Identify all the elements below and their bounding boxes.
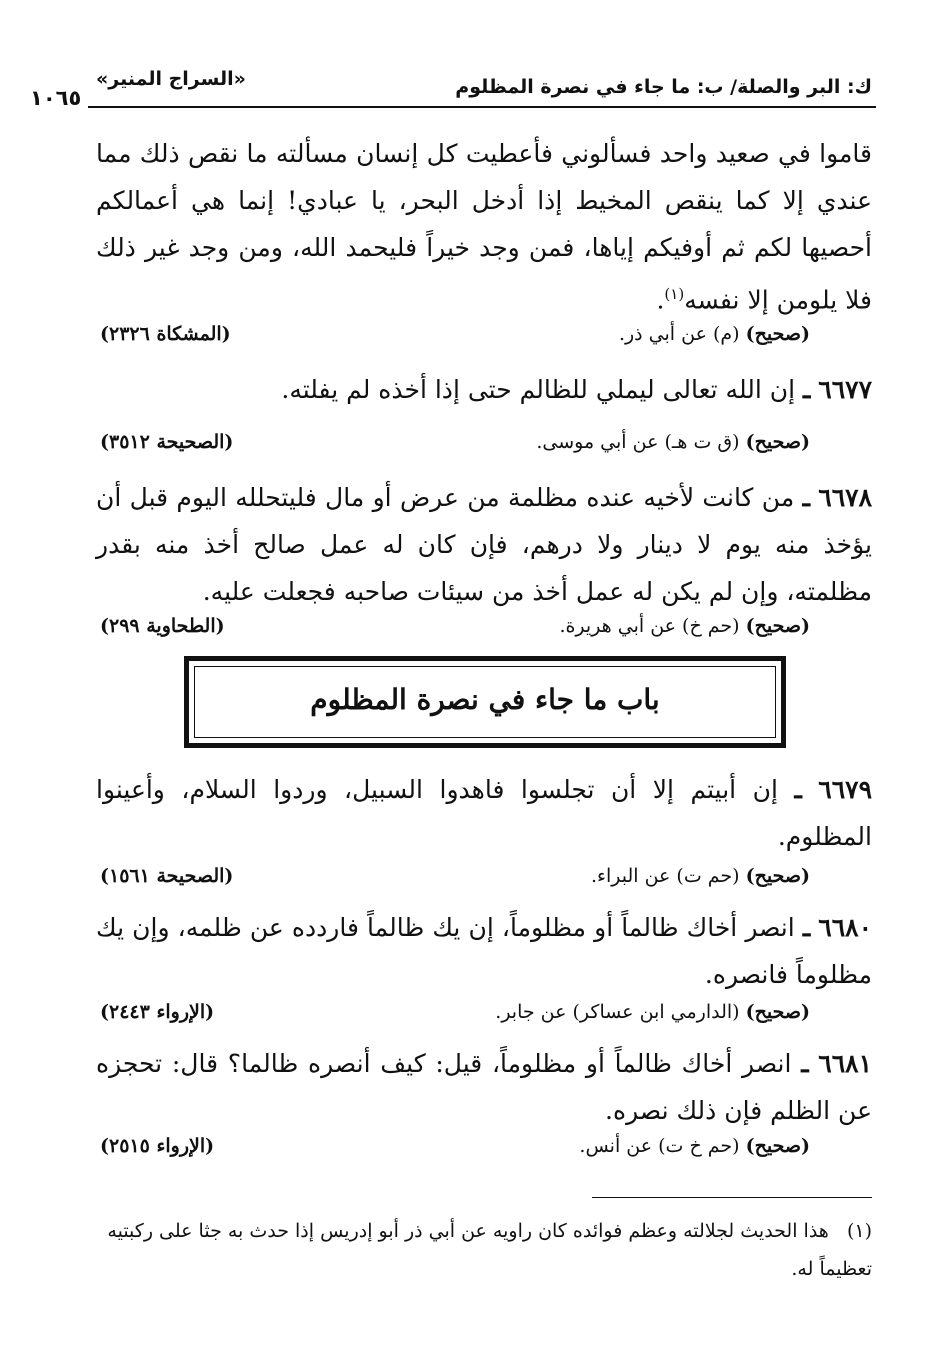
source-line — [591, 864, 810, 888]
source: (حم خ ت) عن أنس. — [579, 1135, 740, 1157]
reference: (الإرواء ٢٥١٥) — [100, 1135, 215, 1157]
reference: (الصحيحة ١٥٦١) — [100, 865, 234, 887]
chapter-title: باب ما جاء في نصرة المظلوم — [310, 683, 660, 716]
source-line — [559, 614, 810, 638]
hadith-6679: ٦٦٧٩ ـ إن أبيتم إلا أن تجلسوا فاهدوا السبيل، وردوا السلام، وأعينوا المظلوم. — [96, 775, 872, 851]
grade: (صحيح) — [745, 1001, 810, 1023]
grade: (صحيح) — [745, 431, 810, 453]
footnote-rule — [592, 1197, 872, 1198]
reference: (الطحاوية ٢٩٩) — [100, 615, 225, 637]
reference: (الإرواء ٢٤٤٣) — [100, 1001, 215, 1023]
footnote-marker: (١) — [664, 285, 685, 303]
hadith-number: ٦٦٨٠ — [818, 913, 873, 942]
source: (حم ت) عن البراء. — [591, 865, 740, 887]
source-line — [579, 1134, 810, 1158]
hadith-text: إن أبيتم إلا أن تجلسوا فاهدوا السبيل، وردوا السلام، وأعينوا المظلوم. — [96, 775, 872, 851]
hadith-number: ٦٦٧٧ — [818, 375, 872, 404]
reference: (المشكاة ٢٣٢٦) — [100, 323, 231, 345]
hadith-number: ٦٦٧٨ — [818, 483, 872, 512]
hadith-6680: ٦٦٨٠ ـ انصر أخاك ظالماً أو مظلوماً، إن يك ظالماً فاردده عن ظلمه، وإن يك مظلوماً فانصره. — [96, 913, 873, 989]
running-header-book: «السراج المنير» — [96, 68, 246, 90]
grade: (صحيح) — [745, 323, 810, 345]
hadith-number: ٦٦٨١ — [818, 1049, 872, 1078]
hadith-text: قاموا في صعيد واحد فسألوني فأعطيت كل إنسان مسألته ما نقص ذلك مما عندي إلا كما ينقص المخيط إذا أدخل البحر، يا عبادي! إنما هي أعمالكم أحصيها لكم ثم أوفيكم إياها، فمن وجد خيراً فليحمد الله، ومن وجد غير ذلك فلا يلومن إلا نفسه — [96, 139, 872, 315]
page-number: ١٠٦٥ — [30, 86, 82, 110]
hadith-6677: ٦٦٧٧ ـ إن الله تعالى ليملي للظالم حتى إذا أخذه لم يفلته. — [281, 375, 872, 404]
grade: (صحيح) — [745, 615, 810, 637]
header-rule — [88, 106, 876, 108]
source: (م) عن أبي ذر. — [618, 323, 740, 345]
hadith-text: من كانت لأخيه عنده مظلمة من عرض أو مال فليتحلله اليوم قبل أن يؤخذ منه يوم لا دينار ولا درهم، فإن كان له عمل صالح أخذ منه بقدر مظلمته، وإن لم يكن له عمل أخذ من سيئات صاحبه فجعلت عليه. — [96, 483, 872, 606]
footnote — [96, 1212, 872, 1288]
hadith-number: ٦٦٧٩ — [818, 775, 872, 804]
source: (حم خ) عن أبي هريرة. — [559, 615, 740, 637]
source-line — [619, 322, 810, 346]
hadith-continuation — [96, 130, 872, 323]
reference: (الصحيحة ٣٥١٢) — [100, 431, 234, 453]
grade: (صحيح) — [745, 1135, 810, 1157]
hadith-text: انصر أخاك ظالماً أو مظلوماً، قيل: كيف أنصره ظالما؟ قال: تحجزه عن الظلم فإن ذلك نصره. — [96, 1049, 872, 1125]
hadith-6681: ٦٦٨١ ـ انصر أخاك ظالماً أو مظلوماً، قيل: كيف أنصره ظالما؟ قال: تحجزه عن الظلم فإن ذلك نصره. — [96, 1049, 872, 1125]
source-line — [536, 430, 810, 454]
source: (الدارمي ابن عساكر) عن جابر. — [495, 1001, 740, 1023]
hadith-6678: ٦٦٧٨ ـ من كانت لأخيه عنده مظلمة من عرض أو مال فليتحلله اليوم قبل أن يؤخذ منه يوم لا دينار ولا درهم، فإن كان له عمل صالح أخذ منه بقدر مظلمته، وإن لم يكن له عمل أخذ من سيئات صاحبه فجعلت عليه. — [96, 483, 872, 606]
source-line — [495, 1000, 810, 1024]
footnote-number: (١) — [846, 1220, 872, 1242]
source: (ق ت هـ) عن أبي موسى. — [536, 431, 740, 453]
hadith-text: انصر أخاك ظالماً أو مظلوماً، إن يك ظالماً فاردده عن ظلمه، وإن يك مظلوماً فانصره. — [96, 913, 872, 989]
hadith-text: إن الله تعالى ليملي للظالم حتى إذا أخذه لم يفلته. — [281, 375, 796, 404]
footnote-text: هذا الحديث لجلالته وعظم فوائده كان راويه عن أبي ذر أبو إدريس إذا حدث به جثا على ركبتيه تعظيماً له. — [107, 1220, 872, 1280]
chapter-heading-box — [184, 656, 786, 748]
grade: (صحيح) — [745, 865, 810, 887]
running-header-chapter: ك: البر والصلة/ ب: ما جاء في نصرة المظلوم — [455, 76, 872, 98]
sentence-end: . — [656, 285, 665, 315]
